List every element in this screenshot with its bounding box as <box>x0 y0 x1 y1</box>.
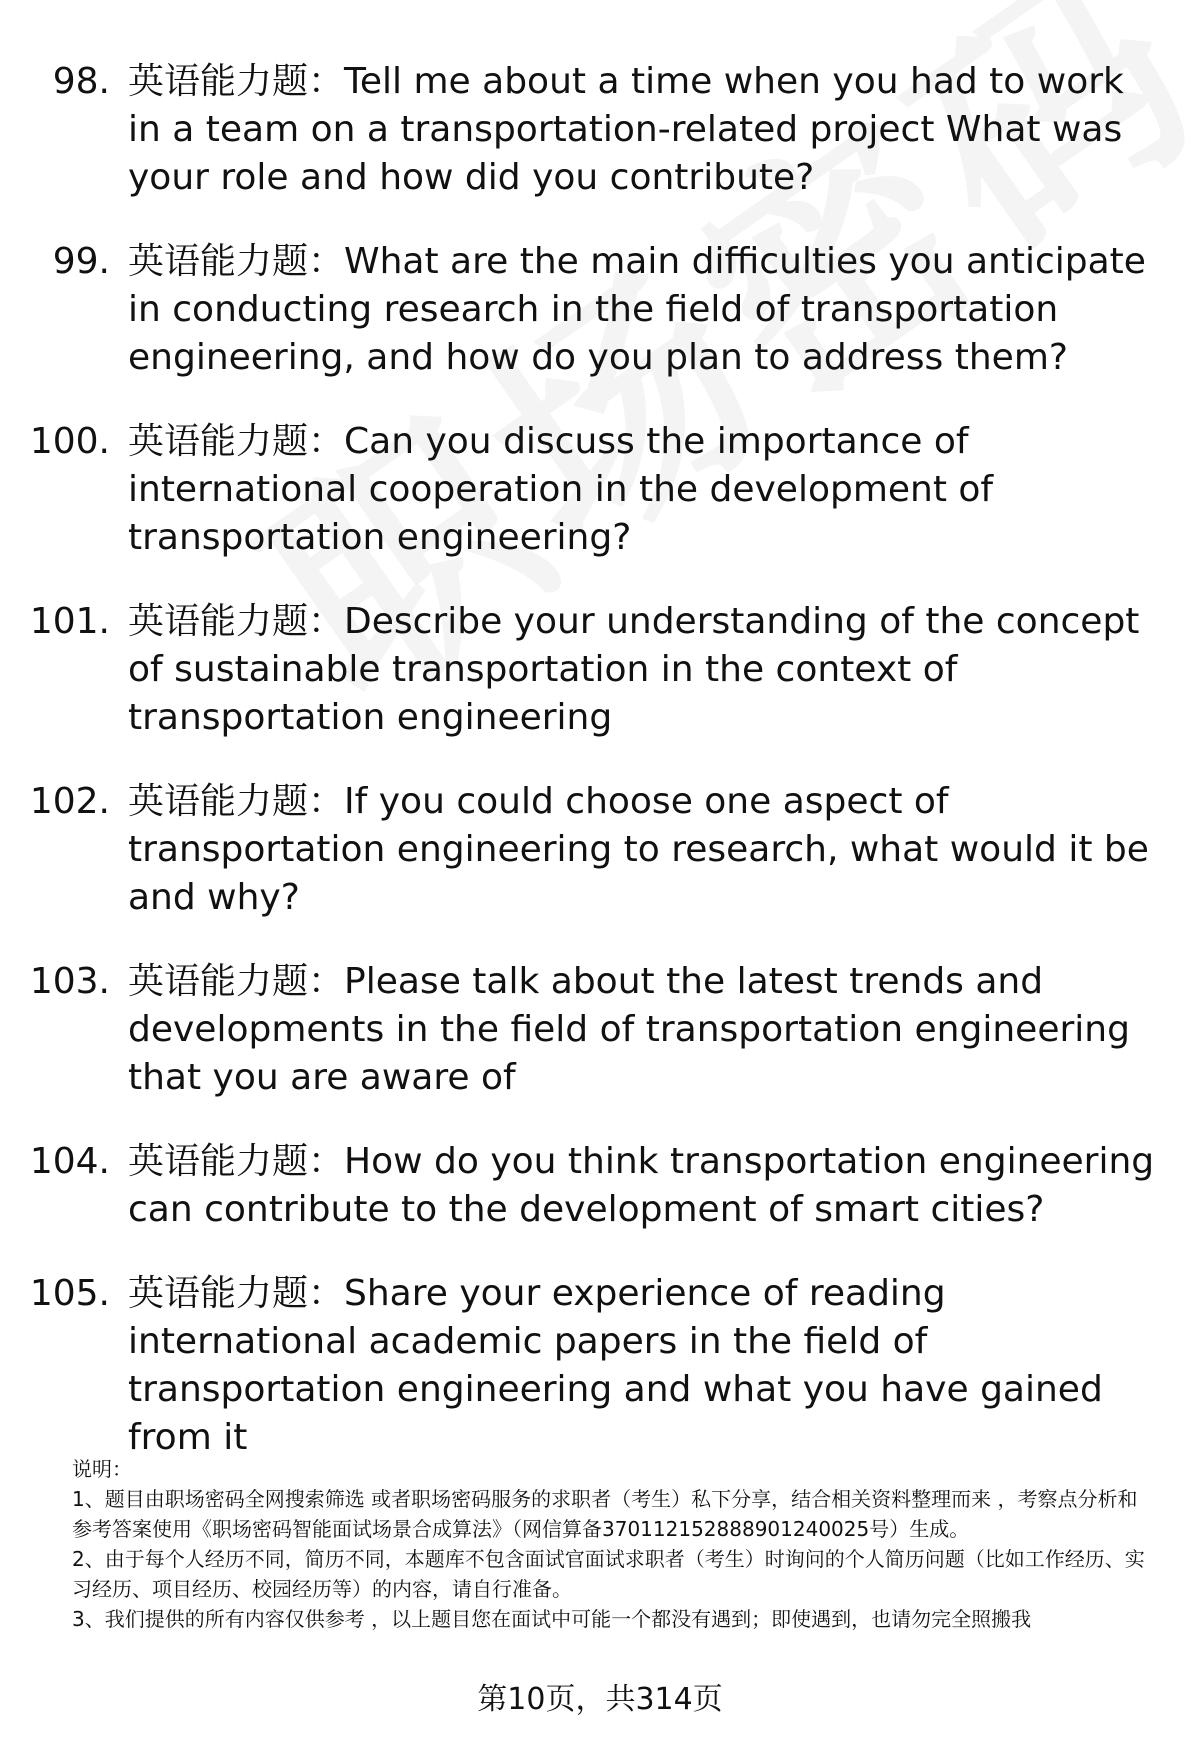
question-body <box>128 958 1158 1102</box>
question-item <box>0 58 1200 202</box>
note-item: 2、由于每个人经历不同，简历不同，本题库不包含面试官面试求职者（考生）时询问的个人简历问题（比如工作经历、实习经历、项目经历、校园经历等）的内容，请自行准备。 <box>72 1547 1145 1601</box>
question-item <box>0 1270 1200 1462</box>
question-number: 101. <box>29 601 110 642</box>
question-prefix: 英语能力题： <box>128 61 345 102</box>
question-item <box>0 238 1200 382</box>
question-prefix: 英语能力题： <box>128 1141 345 1182</box>
question-prefix: 英语能力题： <box>128 1273 345 1314</box>
question-item <box>0 778 1200 922</box>
question-item <box>0 1138 1200 1234</box>
question-item <box>0 598 1200 742</box>
question-prefix: 英语能力题： <box>128 601 345 642</box>
question-prefix: 英语能力题： <box>128 421 345 462</box>
question-number: 98. <box>52 61 110 102</box>
notes-title: 说明： <box>72 1457 132 1481</box>
page-indicator: 第10页，共314页 <box>477 1682 723 1717</box>
question-item <box>0 418 1200 562</box>
question-text: Please talk about the latest trends and developments in the field of transportation engineering that you are aware of <box>128 961 1130 1098</box>
question-text: Share your experience of reading international academic papers in the field of transportation engineering and what you have gained from it <box>128 1273 1103 1458</box>
question-text: Describe your understanding of the concept of sustainable transportation in the context of transportation engineering <box>128 601 1140 738</box>
question-text: Can you discuss the importance of international cooperation in the development of transportation engineering? <box>128 421 994 558</box>
question-body <box>128 418 1158 562</box>
question-number: 104. <box>29 1141 110 1182</box>
question-number: 103. <box>29 961 110 1002</box>
question-body <box>128 238 1158 382</box>
question-prefix: 英语能力题： <box>128 961 345 1002</box>
question-number: 99. <box>52 241 110 282</box>
question-number: 100. <box>29 421 110 462</box>
note-item: 3、我们提供的所有内容仅供参考 ，以上题目您在面试中可能一个都没有遇到；即使遇到，也请勿完全照搬我 <box>72 1607 1032 1631</box>
question-prefix: 英语能力题： <box>128 781 345 822</box>
question-body <box>128 598 1158 742</box>
question-body <box>128 1138 1158 1234</box>
question-body <box>128 1270 1158 1462</box>
note-item: 1、题目由职场密码全网搜索筛选 或者职场密码服务的求职者（考生）私下分享，结合相关资料整理而来 ，考察点分析和参考答案使用《职场密码智能面试场景合成算法》（网信算备370112152888901240025号）生成。 <box>72 1487 1138 1541</box>
question-text: Tell me about a time when you had to work in a team on a transportation-related project What was your role and how did you contribute? <box>128 61 1124 198</box>
question-prefix: 英语能力题： <box>128 241 345 282</box>
question-text: What are the main difficulties you anticipate in conducting research in the field of transportation engineering, and how do you plan to address them? <box>128 241 1146 378</box>
question-number: 105. <box>29 1273 110 1314</box>
question-item <box>0 958 1200 1102</box>
question-body <box>128 778 1158 922</box>
question-body <box>128 58 1158 202</box>
question-list <box>0 58 1200 1498</box>
page-footer <box>0 1680 1200 1720</box>
question-text: How do you think transportation engineering can contribute to the development of smart cities? <box>128 1141 1155 1230</box>
question-number: 102. <box>29 781 110 822</box>
notes-section <box>72 1454 1152 1634</box>
question-text: If you could choose one aspect of transportation engineering to research, what would it be and why? <box>128 781 1149 918</box>
